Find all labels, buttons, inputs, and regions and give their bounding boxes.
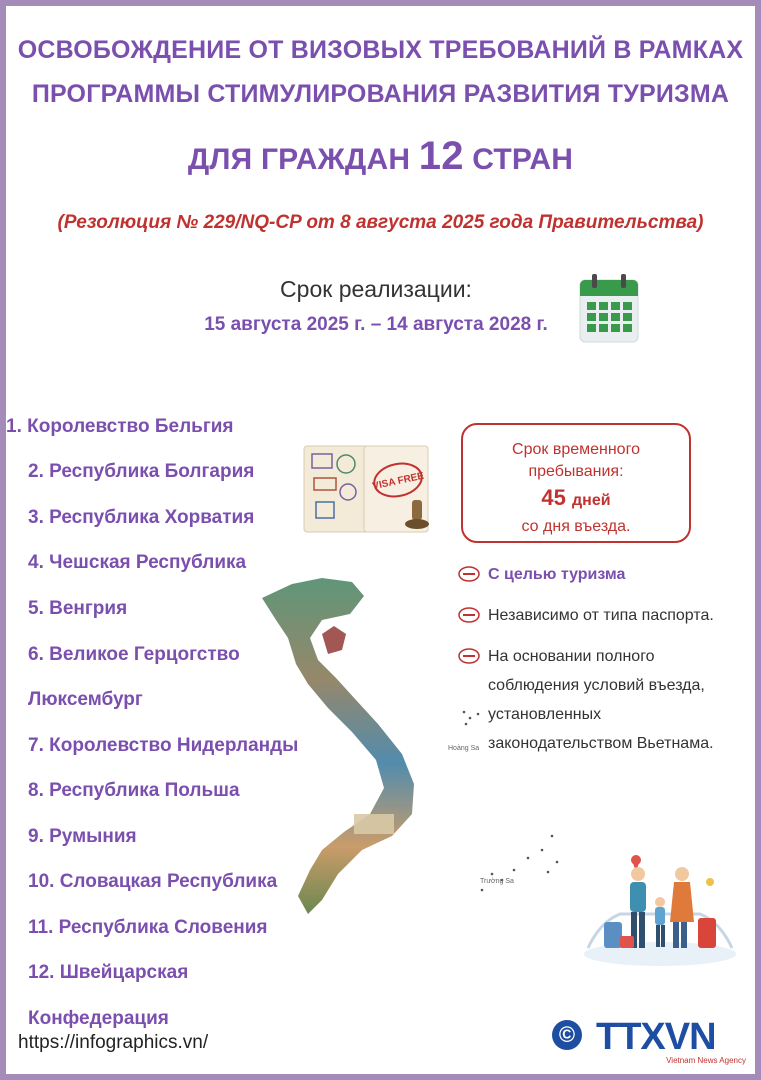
condition-item (458, 601, 748, 630)
title-suffix: СТРАН (472, 143, 574, 176)
country-item: 11. Республика Словения (28, 917, 268, 938)
period-value: 15 августа 2025 г. – 14 августа 2028 г. (204, 314, 548, 335)
visa-free-passport-illustration (302, 442, 432, 536)
infographic-card (6, 6, 755, 1074)
stay-line-4: со дня въезда. (521, 518, 631, 535)
stay-days-number: 45 (541, 485, 566, 510)
title-prefix: ДЛЯ ГРАЖДАН (187, 143, 411, 176)
country-item: 12. Швейцарская (28, 962, 189, 983)
logo-agency: Vietnam News Agency (666, 1056, 746, 1065)
country-item: 9. Румыния (28, 826, 137, 847)
period-label: Срок реализации: (280, 276, 472, 302)
country-item: 4. Чешская Республика (28, 552, 247, 573)
stay-line-1: Срок временного (512, 441, 640, 458)
condition-text: Независимо от типа паспорта. (488, 607, 714, 624)
condition-text: На основании полного соблюдения условий въезда, установленных законодательством Вьетнама. (488, 648, 714, 752)
country-item: 5. Венгрия (28, 598, 128, 619)
country-item: 6. Великое Герцогство (28, 644, 240, 665)
country-item: Люксембург (28, 689, 143, 710)
country-item: 1. Королевство Бельгия (6, 416, 234, 437)
stay-line-2: пребывания: (528, 463, 624, 480)
visa-free-stamp-text: VISA FREE (371, 470, 426, 493)
country-item: 2. Республика Болгария (28, 461, 255, 482)
traveling-family-illustration (580, 852, 740, 968)
title-line-2: ПРОГРАММЫ СТИМУЛИРОВАНИЯ РАЗВИТИЯ ТУРИЗМА (31, 80, 730, 108)
island-label-truong-sa: Trường Sa (480, 878, 514, 885)
country-item: 3. Республика Хорватия (28, 507, 255, 528)
condition-item (458, 642, 743, 758)
visa-free-stamp-icon (458, 607, 480, 623)
source-url[interactable]: https://infographics.vn/ (18, 1032, 209, 1053)
country-count: 12 (418, 134, 464, 178)
copyright-icon: © (552, 1020, 582, 1050)
country-item: 8. Республика Польша (28, 780, 240, 801)
stay-duration-box (461, 423, 691, 543)
condition-item (458, 560, 738, 589)
stay-days-unit: дней (572, 492, 611, 509)
ttxvn-logo (596, 1018, 746, 1070)
visa-free-stamp-icon (458, 566, 480, 582)
title-line-1: ОСВОБОЖДЕНИЕ ОТ ВИЗОВЫХ ТРЕБОВАНИЙ В РАМКАХ (17, 36, 744, 64)
condition-text: С целью туризма (488, 566, 626, 583)
resolution-reference: (Резолюция № 229/NQ-CP от 8 августа 2025 года Правительства) (57, 212, 704, 233)
island-label-hoang-sa: Hoàng Sa (448, 745, 480, 752)
country-item: 10. Словацкая Республика (28, 871, 278, 892)
country-item: 7. Королевство Нидерланды (28, 735, 299, 756)
logo-name: TTXVN (596, 1016, 716, 1058)
visa-free-stamp-icon (458, 648, 480, 664)
calendar-icon (578, 272, 640, 344)
title-line-3 (6, 134, 755, 179)
stay-days (463, 483, 689, 516)
country-item: Конфедерация (28, 1008, 169, 1029)
